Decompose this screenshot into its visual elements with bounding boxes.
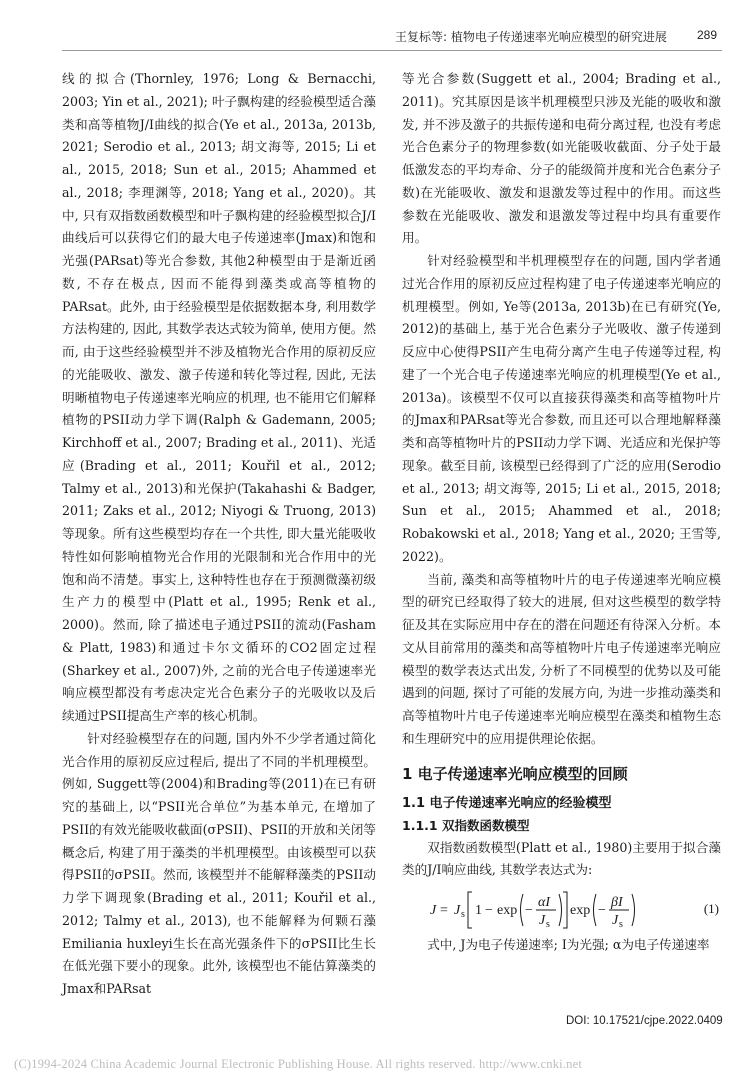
svg-text:J: J (430, 903, 437, 918)
subsection-heading: 1.1 电子传递速率光响应的经验模型 (402, 795, 612, 811)
svg-text:1: 1 (475, 903, 482, 918)
equation-formula (402, 886, 721, 932)
paragraph: 针对经验模型存在的问题, 国内外不少学者通过简化光合作用的原初反应过程后, 提出了不同的半机理模型。例如, Suggett等(2004)和Brading等(2011)在已有研究的基础上, 以“PSII光合单位”为基本单元, 在增加了PSII的有效光能吸收截面(σPSII)、PSII的开放和关闭等概念后, 构建了用于藻类的半机理模型。由该模型可以获得PSII的σPSII。然而, 该模型并不能解释藻类的PSII动力学下调现象(Brading et al., 2011; Kouřil et al., 2012; Talmy et al., 2013), 也不能解释为何颗石藻Emiliania huxleyi生长在高光强条件下的σPSII比生长在低光强下要小的现象。此外, 该模型也不能估算藻类的Jmax和PARsat (62, 730, 376, 996)
left-column (62, 68, 376, 1001)
paragraph: 式中, J为电子传递速率; I为光强; α为电子传递速率 (427, 937, 710, 952)
paragraph: 等光合参数(Suggett et al., 2004; Brading et al., 2011)。究其原因是该半机理模型只涉及光能的吸收和激发, 并不涉及激子的共振传递和电荷分离过程, 也没有考虑光合色素分子的物理参数(如光能吸收截面、分子处于最低激发态的平均寿命、分子的能级简并度和光合色素分子数)在光能吸收、激发和退激发等过程中的作用。而这些参数在光能吸收、激发和退激发等过程中均具有重要作用。 (402, 71, 721, 246)
svg-text:−: − (598, 903, 606, 918)
equation-number: (1) (703, 901, 719, 916)
svg-text:exp: exp (497, 903, 518, 918)
paragraph: 针对经验模型和半机理模型存在的问题, 国内学者通过光合作用的原初反应过程构建了电子传递速率光响应的机理模型。例如, Ye等(2013a, 2013b)在已有研究(Ye, 2012)的基础上, 基于光合色素分子光吸收、激子传递到反应中心使得PSII产生电荷分离产生电子传递等过程, 构建了一个光合电子传递速率光响应的机理模型(Ye et al., 2013a)。该模型不仅可以直接获得藻类和高等植物叶片的Jmax和PARsat等光合参数, 而且还可以合理地解释藻类和高等植物叶片的PSII动力学下调、光适应和光保护等现象。截至目前, 该模型已经得到了广泛的应用(Serodio et al., 2013; 胡文海等, 2015; Li et al., 2015, 2018; Sun et al., 2015; Ahammed et al., 2018; Robakowski et al., 2018; Yang et al., 2020; 王雪等, 2022)。 (402, 253, 721, 564)
section-heading: 1 电子传递速率光响应模型的回顾 (402, 764, 628, 783)
svg-text:s: s (619, 919, 623, 930)
svg-text:J: J (454, 903, 461, 918)
svg-text:−: − (485, 903, 493, 918)
subsubsection-heading: 1.1.1 双指数函数模型 (402, 817, 530, 833)
svg-text:J: J (612, 913, 619, 928)
svg-text:exp: exp (570, 903, 591, 918)
right-column (402, 68, 721, 957)
header-rule (62, 50, 722, 51)
svg-text:βI: βI (611, 895, 623, 910)
running-header (0, 28, 744, 48)
svg-text:αI: αI (538, 895, 551, 910)
svg-text:−: − (525, 903, 533, 918)
svg-text:s: s (546, 919, 550, 930)
doi: DOI: 10.17521/cjpe.2022.0409 (566, 1015, 723, 1027)
svg-text:=: = (440, 903, 448, 918)
svg-text:s: s (461, 909, 465, 920)
paragraph: 双指数函数模型(Platt et al., 1980)主要用于拟合藻类的J/I响应曲线, 其数学表达式为: (402, 839, 721, 878)
copyright-watermark: (C)1994-2024 China Academic Journal Electronic Publishing House. All rights reserved. http://www.cnki.net (14, 1057, 583, 1071)
svg-text:J: J (539, 913, 546, 928)
equation-1 (402, 886, 721, 932)
page-number: 289 (697, 28, 718, 42)
running-title: 王复标等: 植物电子传递速率光响应模型的研究进展 (395, 30, 667, 44)
paragraph: 线的拟合(Thornley, 1976; Long & Bernacchi, 2003; Yin et al., 2021); 叶子飘构建的经验模型适合藻类和高等植物J/I曲线的拟合(Ye et al., 2013a, 2013b, 2021; Serodio et al., 2013; 胡文海等, 2015; Li et al., 2015, 2018; Sun et al., 2015; Ahammed et al., 2018; 李理渊等, 2018; Yang et al., 2020)。其中, 只有双指数函数模型和叶子飘构建的经验模型拟合J/I曲线后可以获得它们的最大电子传递速率(Jmax)和饱和光强(PARsat)等光合参数, 其他2种模型由于是渐近函数, 不存在极点, 因而不能得到藻类或高等植物的PARsat。此外, 由于经验模型是依据数据本身, 利用数学方法构建的, 因此, 其数学表达式较为简单, 使用方便。然而, 由于这些经验模型并不涉及植物光合作用的原初反应的光能吸收、激发、激子传递和转化等过程, 因此, 无法明晰植物电子传递速率光响应的机理, 也不能用它们解释植物的PSII动力学下调(Ralph & Gademann, 2005; Kirchhoff et al., 2007; Brading et al., 2011)、光适应(Brading et al., 2011; Kouřil et al., 2012; Talmy et al., 2013)和光保护(Takahashi & Badger, 2011; Zaks et al., 2012; Niyogi & Truong, 2013)等现象。所有这些模型均存在一个共性, 即大量光能吸收特性如何影响植物光合作用的光限制和光合作用中的光饱和尚不清楚。事实上, 这种特性也存在于预测微藻初级生产力的模型中(Platt et al., 1995; Renk et al., 2000)。然而, 除了描述电子通过PSII的流动(Fasham & Platt, 1983)和通过卡尔文循环的CO2固定过程(Sharkey et al., 2007)外, 之前的光合电子传递速率光响应模型都没有考虑决定光合色素分子的光吸收以及后续通过PSII提高生产率的核心机制。 (62, 71, 376, 723)
paragraph: 当前, 藻类和高等植物叶片的电子传递速率光响应模型的研究已经取得了较大的进展, 但对这些模型的数学特征及其在实际应用中存在的潜在问题还有待深入分析。本文从目前常用的藻类和高等植物叶片电子传递速率光响应模型的数学表达式出发, 分析了不同模型的优势以及可能遇到的问题, 探讨了可能的发展方向, 为进一步推动藻类和高等植物叶片电子传递速率光响应模型在藻类和植物生态和生理研究中的应用提供理论依据。 (402, 571, 721, 746)
